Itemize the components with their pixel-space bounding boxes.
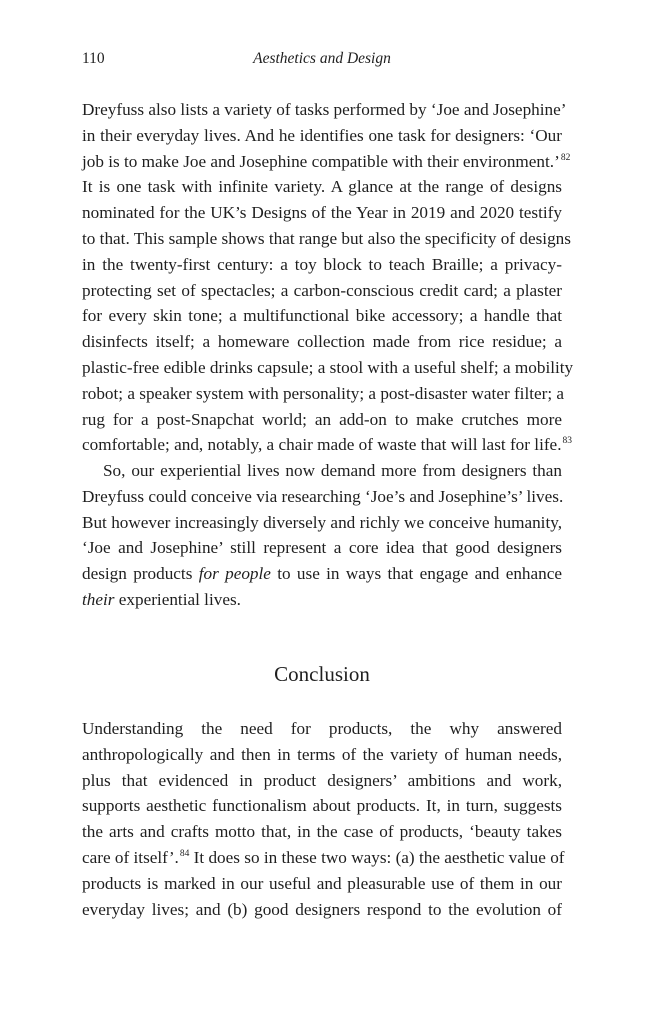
text-segment: comfortable; and, notably, a chair made of waste that will last for life. <box>82 435 562 455</box>
paragraph-tasks <box>82 97 574 458</box>
text-line: It is one task with infinite variety. A glance at the range of designs <box>82 177 562 197</box>
footnote-ref-82[interactable]: 82 <box>560 152 571 163</box>
section-heading: Conclusion <box>274 662 370 686</box>
text-line <box>82 845 565 871</box>
text-line <box>82 149 571 175</box>
text-segment: design products <box>82 564 199 584</box>
book-page <box>82 0 574 1017</box>
text-line: nominated for the UK’s Designs of the Year in 2019 and 2020 testify <box>82 203 562 223</box>
text-line: Dreyfuss also lists a variety of tasks performed by ‘Joe and Josephine’ <box>82 100 567 119</box>
text-line: the arts and crafts motto that, in the case of products, ‘beauty takes <box>82 822 562 842</box>
text-segment: It does so in these two ways: (a) the aesthetic value of <box>189 847 565 867</box>
text-line: So, our experiential lives now demand more from designers than <box>103 461 562 480</box>
text-line: disinfects itself; a homeware collection made from rice residue; a <box>82 332 562 352</box>
text-line: rug for a post-Snapchat world; an add-on to make crutches more <box>82 409 562 429</box>
text-line: plus that evidenced in product designers’ ambitions and work, <box>82 770 562 790</box>
text-line <box>82 561 562 587</box>
text-line: anthropologically and then in terms of the variety of human needs, <box>82 744 562 764</box>
emphasis: their <box>82 589 115 609</box>
text-line: plastic-free edible drinks capsule; a stool with a useful shelf; a mobility <box>82 357 574 377</box>
text-segment: to use in ways that engage and enhance <box>270 564 563 584</box>
text-line: everyday lives; and (b) good designers respond to the evolution of <box>82 899 562 919</box>
text-line: to that. This sample shows that range but also the specificity of designs <box>82 228 571 248</box>
text-line: for every skin tone; a multifunctional bike accessory; a handle that <box>82 306 562 326</box>
text-line: protecting set of spectacles; a carbon-conscious credit card; a plaster <box>82 280 562 300</box>
text-segment: care of itself’. <box>82 847 179 867</box>
text-segment: job is to make Joe and Josephine compatible with their environment.’ <box>82 151 560 171</box>
text-line: in their everyday lives. And he identifies one task for designers: ‘Our <box>82 125 562 145</box>
paragraph-conclusion <box>82 716 565 922</box>
emphasis: for people <box>198 564 271 584</box>
paragraph-experiential-lives <box>82 458 562 613</box>
text-line: Understanding the need for products, the why answered <box>82 719 562 738</box>
text-line: robot; a speaker system with personality; a post-disaster water filter; a <box>82 383 565 403</box>
running-title: Aesthetics and Design <box>253 50 391 67</box>
text-segment: experiential lives. <box>114 589 241 609</box>
footnote-ref-83[interactable]: 83 <box>562 436 572 447</box>
text-line: ‘Joe and Josephine’ still represent a core idea that good designers <box>82 538 562 558</box>
running-head <box>82 50 562 72</box>
text-line: supports aesthetic functionalism about products. It, in turn, suggests <box>82 796 562 816</box>
text-line: in the twenty-first century: a toy block to teach Braille; a privacy- <box>82 254 562 274</box>
text-line <box>82 587 562 613</box>
text-line: But however increasingly diversely and richly we conceive humanity, <box>82 512 562 532</box>
text-line <box>82 432 572 458</box>
footnote-ref-84[interactable]: 84 <box>179 848 190 859</box>
text-line: Dreyfuss could conceive via researching ‘Joe’s and Josephine’s’ lives. <box>82 486 564 506</box>
page-number: 110 <box>82 50 105 67</box>
text-line: products is marked in our useful and pleasurable use of them in our <box>82 873 562 893</box>
